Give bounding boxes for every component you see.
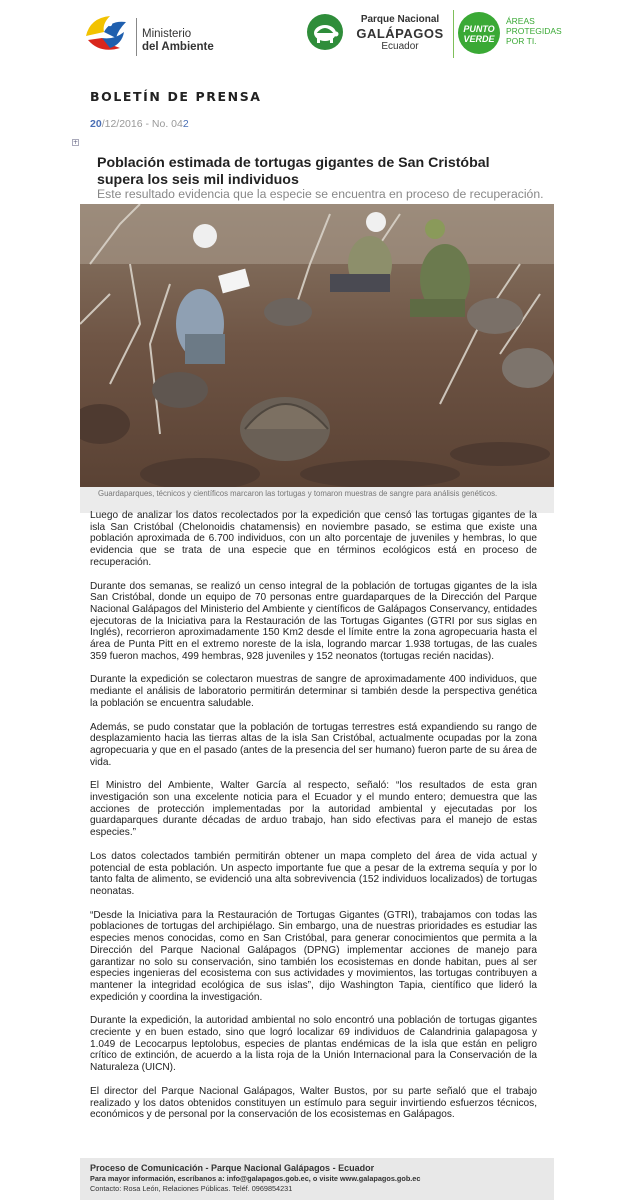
article-paragraph: Durante dos semanas, se realizó un censo integral de la población de tortugas gigantes de la isla San Cristóbal, donde un equipo de 70 personas entre guardaparques de la Dirección del Parque Nacional Galápagos del Ministerio del Ambiente y científicos de Galápagos Conservancy, entidades ejecutoras de la Iniciativa para la Restauración de las Tortugas Gigantes (GTRI por sus siglas en Inglés), recorrieron aproximadamente 150 Km2 desde el límite entre la zona agropecuaria hasta el área de Punta Pitt en el extremo noreste de la isla, logrando marcar 1.938 tortugas, de las cuales 359 fueron machos, 499 hembras, 928 juveniles y 152 neonatos (tortugas recién nacidas). [90,580,537,662]
ministerio-bird-icon [80,10,132,62]
tagline-line3: POR TI. [506,36,537,46]
parque-nacional-name [345,14,455,52]
date-number-last: 2 [182,118,189,130]
tagline-line1: ÁREAS [506,16,535,26]
footer-title: Proceso de Comunicación - Parque Nacional Galápagos - Ecuador [90,1163,375,1173]
logo-divider [136,18,137,56]
tagline-line2: PROTEGIDAS [506,26,562,36]
article-paragraph: Luego de analizar los datos recolectados por la expedición que censó las tortugas gigantes de la isla San Cristóbal (Chelonoidis chatamensis) en noviembre pasado, se estima que existe una población aproximada de 6.700 individuos, con un alto porcentaje de juveniles y hembras, lo que evidencia que se trata de una especie que en términos ecológicos está en proceso de recuperación. [90,510,537,568]
article-paragraph: Además, se pudo constatar que la población de tortugas terrestres está expandiendo su rango de desplazamiento hacia las tierras altas de la isla San Cristóbal, actualmente ocupadas por la zona agropecuaria y que en el pasado (antes de la presencia del ser humano) fueron parte de su área de vida. [90,721,537,768]
tortoise-field-photo [80,204,554,487]
ministerio-line2: del Ambiente [142,41,214,53]
date-day: 20 [90,118,102,130]
page-footer [80,1158,554,1200]
ministerio-name [142,28,214,54]
article-paragraph: El Ministro del Ambiente, Walter García al respecto, señaló: “los resultados de esta gran investigación son una excelente noticia para el Ecuador y el mundo entero; demuestra que las acciones de protección implementadas por la autoridad ambiental y ejecutadas por los guardaparques durante décadas de arduo trabajo, han sido efectivas para el manejo de estas especies.” [90,780,537,839]
article-paragraph: Los datos colectados también permitirán obtener un mapa completo del área de vida actual y potencial de esta población. Un aspecto importante fue que a pesar de la extrema sequía y por lo tanto falta de alimento, se evidenció una alta sobrevivencia (152 individuos localizados) de tortugas neonatas. [90,850,537,897]
bulletin-label: BOLETÍN DE PRENSA [90,89,262,104]
park-line2: GALÁPAGOS [356,26,444,41]
parque-nacional-logo [305,10,455,62]
ministerio-logo [80,8,220,64]
page-header [0,0,635,72]
article-paragraph: Durante la expedición, la autoridad ambiental no solo encontró una población de tortugas gigantes creciente y en buen estado, sino que logró localizar 69 individuos de Calandrinia galapagosa y 1.049 de Lecocarpus leptolobus, especies de plantas endémicas de la isla que están en peligro crítico de extinción, de acuerdo a la lista roja de la Unión Internacional para la Conservación de la Naturaleza (UICN). [90,1015,537,1074]
badge-line1: PUNTO [463,24,495,34]
article-paragraph: El director del Parque Nacional Galápagos, Walter Bustos, por su parte señaló que el trabajo realizado y los datos obtenidos constituyen un estímulo para seguir invirtiendo esfuerzos técnicos, económicos y de personal por la conservación de los ecosistemas en Galápagos. [90,1085,537,1121]
article-headline: Población estimada de tortugas gigantes de San Cristóbal supera los seis mil individuos [97,155,490,188]
footer-contact-info[interactable]: Para mayor información, escríbanos a: info@galapagos.gob.ec, o visite www.galapagos.gob.ec [90,1174,421,1183]
tortoise-icon [305,12,345,52]
park-line3: Ecuador [381,41,419,52]
article-paragraph: Durante la expedición se colectaron muestras de sangre de aproximadamente 400 individuos, que mediante el análisis de laboratorio permitirán determinar si también desde la perspectiva genética la población se encuentra saludable. [90,674,537,709]
badge-line2: VERDE [463,34,495,44]
article-body [90,510,537,1133]
article-paragraph: “Desde la Iniciativa para la Restauración de Tortugas Gigantes (GTRI), trabajamos con todas las poblaciones de tortugas del archipiélago. Sin embargo, una de nuestras prioridades es estudiar las especies menos conocidas, como en San Cristóbal, para generar conocimientos que permita a la Dirección del Parque Nacional Galápagos (DPNG) implementar acciones de manejo para garantizar no solo su conservación, sino también los ecosistemas en donde habitan, pues al ser especies ingenieras del ecosistema con sus actividades y movimientos, las tortugas contribuyen a mantener la integridad ecológica de sus islas”, dijo Washington Tapia, científico que lideró la expedición y coordina la investigación. [90,909,537,1003]
expand-icon[interactable]: + [73,139,79,146]
park-divider [453,10,454,58]
photo-caption: Guardaparques, técnicos y científicos marcaron las tortugas y tomaron muestras de sangre para análisis genéticos. [80,487,554,513]
punto-verde-tagline [506,16,562,46]
punto-verde-badge [458,12,500,54]
article-photo [80,204,554,487]
park-line1: Parque Nacional [360,14,440,25]
date-rest: /12/2016 - No. 04 [101,118,183,130]
article-subhead: Este resultado evidencia que la especie se encuentra en proceso de recuperación. [97,187,544,201]
footer-contact-person: Contacto: Rosa León, Relaciones Públicas. Teléf. 0969854231 [90,1184,293,1193]
ministerio-line1: Ministerio [142,28,192,40]
bulletin-date [90,118,189,130]
